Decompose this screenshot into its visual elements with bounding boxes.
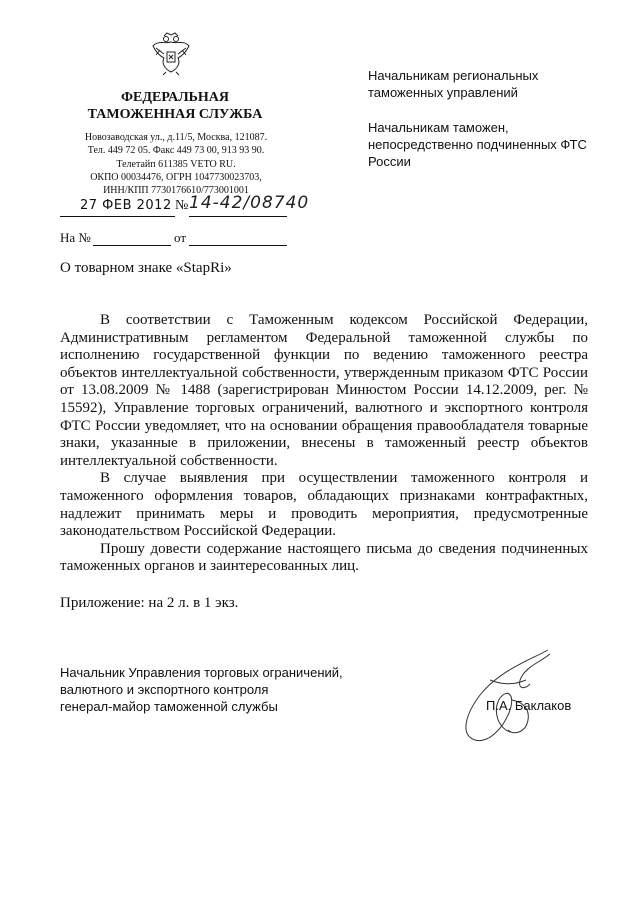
contacts-address: Новозаводская ул., д.11/5, Москва, 121087.	[84, 132, 268, 143]
contacts-okpo: ОКПО 00034476, ОГРН 1047730023703,	[90, 171, 262, 183]
reg-number-underline	[189, 216, 287, 217]
reference-number-line	[93, 245, 171, 246]
agency-name-line2: ТАМОЖЕННАЯ СЛУЖБА	[87, 107, 263, 122]
letter-subject: О товарном знаке «StapRi»	[60, 260, 232, 276]
signer-position-line: генерал-майор таможенной службы	[60, 699, 278, 714]
letter-body	[60, 312, 588, 576]
recipient-customs: Начальникам таможен, непосредственно подчиненных ФТС России	[368, 120, 587, 169]
registration-number-prefix: №	[175, 198, 189, 213]
contacts-phone: Тел. 449 72 05. Факс 449 73 00, 913 93 90.	[87, 145, 265, 157]
contacts-teletype: Телетайп 611385 VETO RU.	[116, 158, 236, 170]
body-paragraph: В случае выявления при осуществлении таможенного контроля и таможенного оформления товаров, обладающих признаками контрафактных, надлежит принимать меры и проводить мероприятия, предусмотренные законодательством Российской Федерации.	[60, 470, 588, 540]
handwritten-signature	[430, 640, 570, 750]
appendix-note: Приложение: на 2 л. в 1 экз.	[60, 595, 239, 611]
contacts-inn: ИНН/КПП 7730176610/773001001	[103, 185, 249, 197]
agency-name-line1: ФЕДЕРАЛЬНАЯ	[120, 90, 229, 105]
coat-of-arms-icon	[150, 30, 192, 76]
body-paragraph: Прошу довести содержание настоящего письма до сведения подчиненных таможенных органов и заинтересованных лиц.	[60, 540, 588, 575]
signer-position-line: Начальник Управления торговых ограничений,	[60, 665, 343, 680]
signer-name: П.А. Баклаков	[486, 698, 572, 713]
reference-date-line	[189, 245, 287, 246]
body-paragraph: В соответствии с Таможенным кодексом Российской Федерации, Административным регламентом Федеральной таможенной службы по исполнению государственной функции по ведению таможенного реестра объектов интеллектуальной собственности, утвержденным приказом ФТС России от 13.08.2009 № 1488 (зарегистрирован Минюстом России 14.12.2009, рег. № 15592), Управление торговых ограничений, валютного и экспортного контроля ФТС России уведомляет, что на основании обращения правообладателя товарные знаки, указанные в приложении, внесены в таможенный реестр объектов интеллектуальной собственности.	[60, 312, 588, 469]
recipients-block	[368, 67, 608, 188]
reference-number-label: На №	[60, 230, 91, 245]
signer-position-line: валютного и экспортного контроля	[60, 682, 269, 697]
agency-name	[70, 89, 280, 123]
reference-date-label: от	[174, 230, 187, 245]
agency-contacts	[60, 131, 292, 197]
registration-date: 27 ФЕВ 2012	[80, 198, 172, 213]
signer-position	[60, 664, 380, 715]
recipient-regional: Начальникам региональных таможенных управлений	[368, 68, 539, 100]
reg-date-underline	[60, 216, 175, 217]
registration-number: 14-42/08740	[189, 193, 310, 213]
